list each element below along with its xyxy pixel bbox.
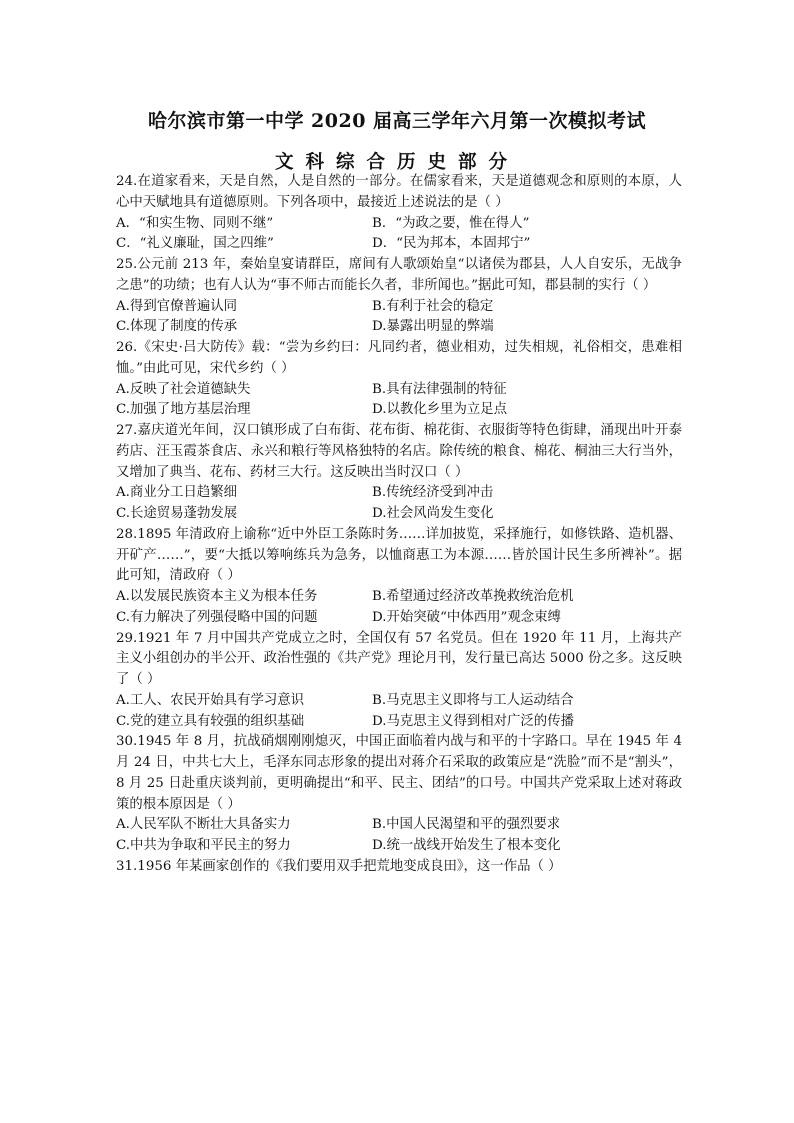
question-stem: 25.公元前 213 年，秦始皇宴请群臣，席间有人歌颂始皇“以诸侯为郡县，人人自安乐，无战争之患”的功绩；也有人认为“事不师古而能长久者，非所闻也。”据此可知，郡县制的实行（ ） <box>116 257 682 293</box>
option-a: A.人民军队不断壮大具备实力 <box>116 817 291 833</box>
question-26 <box>116 338 682 421</box>
question-stem: 30.1945 年 8 月，抗战硝烟刚刚熄灭，中国正面临着内战与和平的十字路口。早在 1945 年 4 月 24 日，中共七大上，毛泽东同志形象的提出对蒋介石采取的政策应是“洗脸”而不是“割头”，8 月 25 日赴重庆谈判前，更明确提出“和平、民主、团结”的口号。中国共产党采取上述对蒋政策的根本原因是（ ） <box>116 734 682 812</box>
option-d: D．“民为邦本，本固邦宁” <box>372 236 531 252</box>
question-30 <box>116 732 682 857</box>
question-29 <box>116 629 682 733</box>
option-a: A.商业分工日趋繁细 <box>116 485 238 501</box>
option-a: A.得到官僚普遍认同 <box>116 298 238 314</box>
option-c: C.长途贸易蓬勃发展 <box>116 506 238 521</box>
option-b: B.马克思主义即将与工人运动结合 <box>372 692 574 708</box>
option-b: B.具有法律强制的特征 <box>372 381 507 397</box>
question-27 <box>116 421 682 525</box>
option-d: D.统一战线开始发生了根本变化 <box>372 838 561 853</box>
option-c: C.体现了制度的传承 <box>116 319 238 335</box>
option-b: B.中国人民渴望和平的强烈要求 <box>372 817 561 833</box>
exam-subtitle: 文科综合历史部分 <box>274 152 519 173</box>
question-stem: 24.在道家看来，天是自然，人是自然的一部分。在儒家看来，天是道德观念和原则的本原，人心中天赋地具有道德原则。下列各项中，最接近上述说法的是（ ） <box>116 174 682 210</box>
question-31 <box>116 857 682 878</box>
option-d: D.以教化乡里为立足点 <box>372 402 508 418</box>
option-d: D.开始突破“中体西用”观念束缚 <box>372 609 561 625</box>
question-stem: 27.嘉庆道光年间，汉口镇形成了白布街、花布街、棉花街、衣服街等特色街肆，涌现出叶开泰药店、汪玉霞茶食店、永兴和粮行等风格独特的名店。除传统的粮食、棉花、桐油三大行当外，又增加了典当、花布、药材三大行。这反映出当时汉口（ ） <box>116 423 682 480</box>
option-b: B.传统经济受到冲击 <box>372 485 494 501</box>
question-25 <box>116 255 682 338</box>
question-stem: 28.1895 年清政府上谕称“近中外臣工条陈时务……详加披览，采择施行，如修铁路、造机器、开矿产……”，要“大抵以筹响练兵为急务，以恤商惠工为本源……皆於国计民生多所裨补”。据此可知，清政府（ ） <box>116 526 682 584</box>
option-c: C.党的建立具有较强的组织基础 <box>116 713 305 729</box>
question-list <box>116 172 682 878</box>
question-stem: 26.《宋史·吕大防传》载：“尝为乡约曰：凡同约者，德业相劝，过失相规，礼俗相交，患难相恤。”由此可见，宋代乡约（ ） <box>116 340 682 376</box>
option-a: A.反映了社会道德缺失 <box>116 381 251 397</box>
option-a: A．“和实生物、同则不继” <box>116 215 274 231</box>
option-b: B.有利于社会的稳定 <box>372 298 494 314</box>
option-b: B.希望通过经济改革挽救统治危机 <box>372 589 574 604</box>
option-c: C.加强了地方基层治理 <box>116 402 251 418</box>
question-stem: 29.1921 年 7 月中国共产党成立之时，全国仅有 57 名党员。但在 1920 年 11 月，上海共产主义小组创办的半公开、政治性强的《共产党》理论月刊，发行量已高达 5000 份之多。这反映了（ ） <box>116 630 682 687</box>
question-stem: 31.1956 年某画家创作的《我们要用双手把荒地变成良田》，这一作品（ ） <box>116 858 562 874</box>
question-28 <box>116 525 682 629</box>
option-b: B．“为政之要，惟在得人” <box>372 215 530 231</box>
option-a: A.工人、农民开始具有学习意识 <box>116 692 305 708</box>
option-c: C．“礼义廉耻，国之四维” <box>116 236 274 252</box>
option-c: C.有力解决了列强侵略中国的问题 <box>116 609 318 625</box>
exam-title: 哈尔滨市第一中学 2020 届高三学年六月第一次模拟考试 <box>147 110 647 132</box>
question-24 <box>116 172 682 255</box>
option-a: A.以发展民族资本主义为根本任务 <box>116 589 318 604</box>
option-d: D.社会风尚发生变化 <box>372 506 494 521</box>
option-d: D.暴露出明显的弊端 <box>372 319 494 335</box>
option-d: D.马克思主义得到相对广泛的传播 <box>372 713 574 729</box>
option-c: C.中共为争取和平民主的努力 <box>116 838 291 853</box>
